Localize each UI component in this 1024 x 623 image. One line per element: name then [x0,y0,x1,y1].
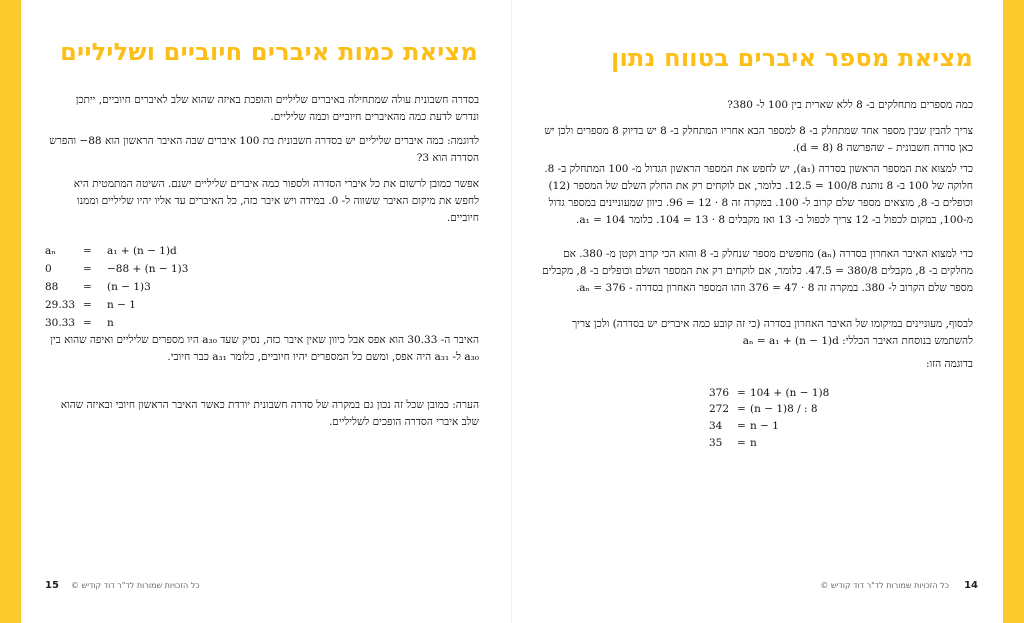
right-eq-lhs-4: 35 [709,437,723,449]
left-eq-sign-1: = [83,245,92,257]
left-eq-rhs-4: n − 1 [107,299,136,311]
left-paragraph-note: הערה: כמובן שכל זה נכון גם במקרה של סדרה חשבונית יורדת כאשר האיבר הראשון חיובי ובאיזה שהוא שלב איברי הסדרה הופכים לשליליים. [60,399,479,428]
left-eq-sign-5: = [83,317,92,329]
left-footer-copyright: כל הזכויות שמורות לד"ר דוד קודיש © [71,581,200,590]
right-paragraph-last-term: כדי למצוא האיבר האחרון בסדרה (aₙ) מחפשים מספר שנחלק ב- 8 והוא הכי קרוב וקטן מ- 380. אם מחלקים ב- 8, מקבלים 380/8 = 47.5. כלומר, אם לוקחים רק את המספר השלם וכופלים ב- 8, מקבלים מספר שלם הקרוב ל- 380. במקרה זה 8 · 47 = 376 וזהו המספר האחרון בסדרה - aₙ = 376. [542,248,973,294]
right-page [512,0,1003,623]
left-eq-lhs-2: 0 [45,263,52,275]
right-paragraph-difference: צריך להבין שבין מספר אחד שמתחלק ב- 8 למספר הבא אחריו המתחלק ב- 8 יש בדיוק 8 מספרים ולכן יש כאן סדרה חשבונית – שהפרשה 8 (d = 8). [544,125,973,154]
left-eq-lhs-1: aₙ [45,245,56,257]
left-eq-rhs-5: n [107,317,114,329]
left-eq-lhs-3: 88 [45,281,59,293]
right-eq-rhs-2: (n − 1)8 / : 8 [750,403,818,415]
left-eq-rhs-1: a₁ + (n − 1)d [107,245,177,257]
left-paragraph-conclusion: האיבר ה- 30.33 הוא אפס אבל כיוון שאין איבר כזה, נסיק שעד a₃₀ היו מספרים שליליים ואיפה שהוא בין a₃₀ ל- a₃₁ היה אפס, ומשם כל המספרים יהיו חיוביים, כלומר a₃₁ כבר חיובי. [50,334,479,363]
left-paragraph-1: בסדרה חשבונית עולה שמתחילה באיברים שליליים והופכת באיזה שהוא שלב לאיברים חיוביים, ייתכן ונדרש לדעת כמה מהאיברים חיוביים וכמה שליליים. [75,94,479,123]
left-accent-bar [0,0,21,623]
right-page-number: 14 [964,580,978,591]
left-eq-sign-3: = [83,281,92,293]
right-paragraph-first-term: כדי למצוא את המספר הראשון בסדרה (a₁), יש לחפש את המספר הראשון הגדול מ- 100 המתחלק ב- 8. חלוקה של 100 ב- 8 נותנת 100/8 = 12.5. כלומר, אם לוקחים רק את החלק השלם של המספר (12) וכופלים ב- 8, מוצאים מספר שלם קרוב ל- 100. במקרה זה 8 · 12 = 96. כיוון שמעוניינים במספר גדול מ-100, במקום לכפול ב- 12 צריך לכפול ב- 13 ואז מקבלים 8 · 13 = 104. כלומר a₁ = 104. [544,163,973,226]
left-page-number: 15 [45,580,59,591]
left-eq-rhs-2: −88 + (n − 1)3 [107,263,189,275]
right-eq-lhs-2: 272 [709,403,730,415]
right-eq-rhs-4: n [750,437,757,449]
left-paragraph-method: אפשר כמובן לרשום את כל איברי הסדרה ולספור כמה איברים שליליים ישנם. השיטה המתמטית היא לחפש את מיקום האיבר ששווה ל- 0. במידה ויש איבר כזה, כל האיברים עד אליו יהיו שליליים וממנו חיוביים. [73,178,479,224]
left-page-title: מציאת כמות איברים חיוביים ושליליים [60,38,478,66]
right-eq-rhs-3: n − 1 [750,420,779,432]
left-paragraph-example: לדוגמה: כמה איברים שליליים יש בסדרה חשבונית בת 100 איברים שבה האיבר הראשון הוא 88− והפרש הסדרה הוא 3? [49,135,479,164]
right-eq-lhs-3: 34 [709,420,723,432]
right-eq-sign-1: = [737,387,746,399]
right-eq-sign-4: = [737,437,746,449]
right-paragraph-example-label: בדוגמה הזו: [925,358,973,370]
right-eq-sign-3: = [737,420,746,432]
left-eq-rhs-3: (n − 1)3 [107,281,151,293]
right-page-title: מציאת מספר איברים בטווח נתון [611,44,973,72]
right-accent-bar [1003,0,1024,623]
right-paragraph-question: כמה מספרים מתחלקים ב- 8 ללא שארית בין 100 ל- 380? [727,99,973,111]
right-eq-sign-2: = [737,403,746,415]
left-eq-sign-4: = [83,299,92,311]
left-eq-sign-2: = [83,263,92,275]
left-page [21,0,511,623]
left-eq-lhs-4: 29.33 [45,299,76,311]
right-eq-lhs-1: 376 [709,387,730,399]
right-footer-copyright: כל הזכויות שמורות לד"ר דוד קודיש © [820,581,949,590]
left-eq-lhs-5: 30.33 [45,317,76,329]
right-eq-rhs-1: 104 + (n − 1)8 [750,387,830,399]
right-paragraph-general-term: לבסוף, מעוניינים במיקומו של האיבר האחרון בסדרה (כי זה קובע כמה איברים יש בסדרה) ולכן צריך להשתמש בנוסחת האיבר הכללי: aₙ = a₁ + (n − 1)d [571,318,973,347]
